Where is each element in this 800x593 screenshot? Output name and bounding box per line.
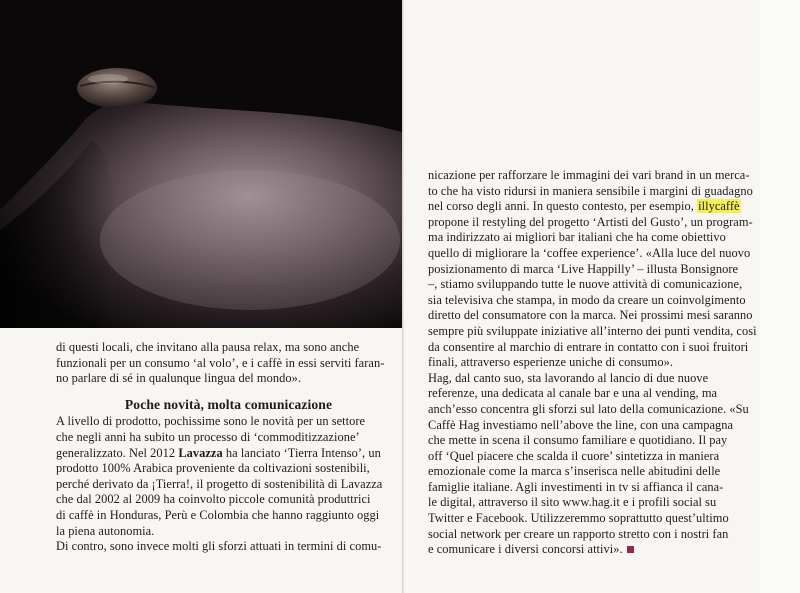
text-segment: generalizzato. Nel 2012 xyxy=(56,445,176,460)
paragraph-hag xyxy=(428,371,776,558)
text-line: che mette in scena il consumo familiare e quotidiano. Il pay xyxy=(428,433,728,448)
text-line: emozionale come la marca s’inserisca nelle abitudini delle xyxy=(428,464,721,479)
text-line: Hag, dal canto suo, sta lavorando al lancio di due nuove xyxy=(428,370,709,385)
text-line: Twitter e Facebook. Utilizzeremmo soprattutto quest’ultimo xyxy=(428,511,729,526)
text-line xyxy=(56,446,401,462)
highlighted-brand-illycaffe: illycaffè xyxy=(698,199,740,214)
text-line: ma indirizzato ai migliori bar italiani che ha come obiettivo xyxy=(428,230,726,245)
text-line: to che ha visto ridursi in maniera sensibile i margini di guadagno xyxy=(428,183,753,198)
text-line: –, stiamo sviluppando tutte le nuove attività di comunicazione, xyxy=(428,277,743,292)
text-line: prodotto 100% Arabica proveniente da coltivazioni sostenibili, xyxy=(56,461,370,476)
paragraph-communication-start xyxy=(56,539,401,555)
coffee-photo xyxy=(0,0,402,328)
text-line xyxy=(428,199,776,215)
text-line: perché derivato da ¡Tierra!, il progetto di sostenibilità di Lavazza xyxy=(56,476,383,491)
text-line: di questi locali, che invitano alla pausa relax, ma sono anche xyxy=(56,340,360,354)
text-line: di caffè in Honduras, Perù e Colombia che hanno raggiunto oggi xyxy=(56,507,380,522)
text-segment: nel corso degli anni. In questo contesto, per esempio, xyxy=(428,199,694,214)
text-line: nicazione per rafforzare le immagini dei vari brand in un merca- xyxy=(428,168,750,182)
text-line: propone il restyling del progetto ‘Artisti del Gusto’, un program- xyxy=(428,214,753,229)
text-line: sia televisiva che stampa, in modo da creare un coinvolgimento xyxy=(428,292,746,307)
paragraph-product xyxy=(56,414,401,539)
coffee-photo-illustration xyxy=(0,0,402,328)
text-line: da consentire al marchio di entrare in contatto con i suoi fruitori xyxy=(428,339,749,354)
brand-name-lavazza: Lavazza xyxy=(178,445,223,460)
text-line: referenze, una dedicata al canale bar e una al vending, ma xyxy=(428,386,718,401)
text-line: che dal 2002 al 2009 ha coinvolto piccole comunità produttrici xyxy=(56,492,371,507)
text-line: off ‘Quel piacere che scalda il cuore’ sintetizza in maniera xyxy=(428,448,720,463)
text-line: Caffè Hag investiamo nell’above the line, con una campagna xyxy=(428,417,734,432)
text-line: funzionali per un consumo ‘al volo’, e i caffè in essi serviti faran- xyxy=(56,355,385,370)
text-line: diretto del consumatore con la marca. Nei prossimi mesi saranno xyxy=(428,308,753,323)
text-line: social network per creare un rapporto stretto con i nostri fan xyxy=(428,526,729,541)
text-line: A livello di prodotto, pochissime sono le novità per un settore xyxy=(56,414,366,429)
left-column xyxy=(56,340,401,555)
text-line: famiglie italiane. Agli investimenti in tv si affianca il cana- xyxy=(428,479,724,494)
intro-paragraph xyxy=(56,340,401,387)
page-gutter xyxy=(402,0,404,593)
text-line: Di contro, sono invece molti gli sforzi attuati in termini di comu- xyxy=(56,539,382,554)
text-line: quello di migliorare la ‘coffee experience’. «Alla luce del nuovo xyxy=(428,245,751,260)
paragraph-illycaffe xyxy=(428,168,776,371)
section-heading: Poche novità, molta comunicazione xyxy=(124,396,333,412)
end-of-article-mark xyxy=(627,546,634,553)
text-line: le digital, attraverso il sito www.hag.it e i profili social su xyxy=(428,495,717,510)
text-line: che negli anni ha subito un processo di ‘commoditizzazione’ xyxy=(56,429,360,444)
text-line: sempre più sviluppate iniziative all’interno dei punti vendita, così xyxy=(428,323,757,338)
text-line: la piena autonomia. xyxy=(56,523,155,538)
text-line xyxy=(428,542,776,558)
text-segment: e comunicare i diversi concorsi attivi». xyxy=(428,542,623,557)
text-segment: ha lanciato ‘Tierra Intenso’, un xyxy=(225,445,381,460)
text-line: posizionamento di marca ‘Live Happilly’ – illusta Bonsignore xyxy=(428,261,739,276)
text-line: finali, attraverso esperienze uniche di consumo». xyxy=(428,355,674,370)
right-column xyxy=(428,168,776,558)
text-line: anch’esso concentra gli sforzi sul lato della comunicazione. «Su xyxy=(428,401,749,416)
text-line: no parlare di sé in qualunque lingua del mondo». xyxy=(56,371,301,386)
